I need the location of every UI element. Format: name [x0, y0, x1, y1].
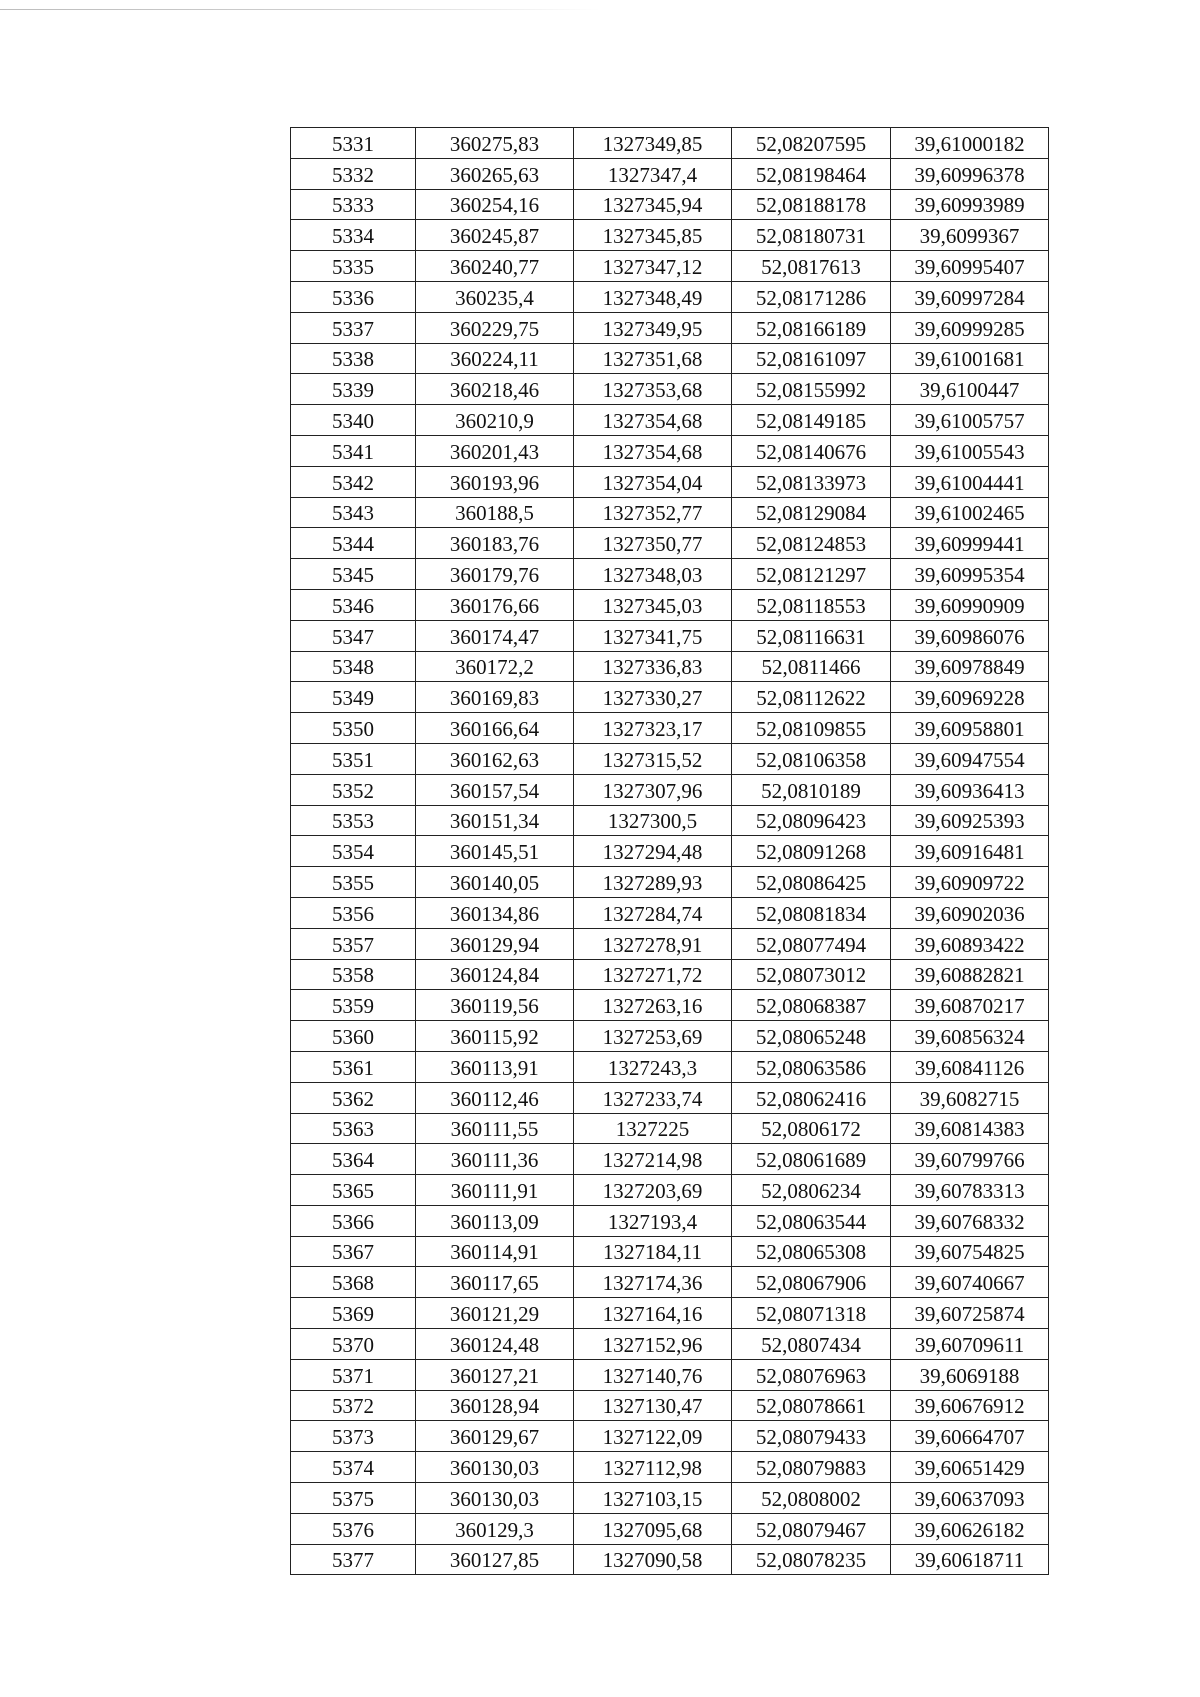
longitude-cell: 39,60856324 [891, 1021, 1049, 1052]
latitude-cell: 52,08071318 [732, 1298, 891, 1329]
x-coordinate-cell: 360235,4 [416, 281, 574, 312]
latitude-cell: 52,08140676 [732, 435, 891, 466]
point-number-cell: 5374 [291, 1452, 416, 1483]
y-coordinate-cell: 1327225 [574, 1113, 732, 1144]
y-coordinate-cell: 1327103,15 [574, 1483, 732, 1514]
point-number-cell: 5345 [291, 559, 416, 590]
x-coordinate-cell: 360140,05 [416, 867, 574, 898]
point-number-cell: 5336 [291, 281, 416, 312]
x-coordinate-cell: 360114,91 [416, 1236, 574, 1267]
longitude-cell: 39,61004441 [891, 466, 1049, 497]
point-number-cell: 5335 [291, 251, 416, 282]
latitude-cell: 52,08091268 [732, 836, 891, 867]
point-number-cell: 5332 [291, 158, 416, 189]
point-number-cell: 5344 [291, 528, 416, 559]
point-number-cell: 5361 [291, 1051, 416, 1082]
table-row [291, 405, 1049, 436]
x-coordinate-cell: 360124,84 [416, 959, 574, 990]
point-number-cell: 5351 [291, 743, 416, 774]
longitude-cell: 39,60995354 [891, 559, 1049, 590]
longitude-cell: 39,6099367 [891, 220, 1049, 251]
x-coordinate-cell: 360265,63 [416, 158, 574, 189]
point-number-cell: 5372 [291, 1390, 416, 1421]
y-coordinate-cell: 1327184,11 [574, 1236, 732, 1267]
longitude-cell: 39,60969228 [891, 682, 1049, 713]
point-number-cell: 5371 [291, 1359, 416, 1390]
longitude-cell: 39,60893422 [891, 928, 1049, 959]
table-row [291, 743, 1049, 774]
longitude-cell: 39,60958801 [891, 713, 1049, 744]
point-number-cell: 5353 [291, 805, 416, 836]
y-coordinate-cell: 1327289,93 [574, 867, 732, 898]
y-coordinate-cell: 1327352,77 [574, 497, 732, 528]
latitude-cell: 52,0817613 [732, 251, 891, 282]
point-number-cell: 5365 [291, 1175, 416, 1206]
latitude-cell: 52,08086425 [732, 867, 891, 898]
x-coordinate-cell: 360130,03 [416, 1483, 574, 1514]
table-row [291, 805, 1049, 836]
point-number-cell: 5349 [291, 682, 416, 713]
x-coordinate-cell: 360128,94 [416, 1390, 574, 1421]
point-number-cell: 5341 [291, 435, 416, 466]
point-number-cell: 5377 [291, 1544, 416, 1575]
x-coordinate-cell: 360183,76 [416, 528, 574, 559]
latitude-cell: 52,08109855 [732, 713, 891, 744]
table-row [291, 897, 1049, 928]
y-coordinate-cell: 1327354,68 [574, 435, 732, 466]
latitude-cell: 52,0806234 [732, 1175, 891, 1206]
table-row [291, 1267, 1049, 1298]
x-coordinate-cell: 360134,86 [416, 897, 574, 928]
table-row [291, 1144, 1049, 1175]
latitude-cell: 52,08076963 [732, 1359, 891, 1390]
x-coordinate-cell: 360157,54 [416, 774, 574, 805]
latitude-cell: 52,08081834 [732, 897, 891, 928]
y-coordinate-cell: 1327349,95 [574, 312, 732, 343]
scan-artifact-line [0, 9, 600, 10]
x-coordinate-cell: 360113,09 [416, 1205, 574, 1236]
table-row [291, 1544, 1049, 1575]
point-number-cell: 5359 [291, 990, 416, 1021]
latitude-cell: 52,08063586 [732, 1051, 891, 1082]
y-coordinate-cell: 1327354,68 [574, 405, 732, 436]
table-row [291, 435, 1049, 466]
latitude-cell: 52,08062416 [732, 1082, 891, 1113]
point-number-cell: 5357 [291, 928, 416, 959]
longitude-cell: 39,60978849 [891, 651, 1049, 682]
point-number-cell: 5356 [291, 897, 416, 928]
latitude-cell: 52,08198464 [732, 158, 891, 189]
table-row [291, 1051, 1049, 1082]
longitude-cell: 39,60783313 [891, 1175, 1049, 1206]
point-number-cell: 5375 [291, 1483, 416, 1514]
table-row [291, 1329, 1049, 1360]
x-coordinate-cell: 360172,2 [416, 651, 574, 682]
x-coordinate-cell: 360188,5 [416, 497, 574, 528]
y-coordinate-cell: 1327330,27 [574, 682, 732, 713]
y-coordinate-cell: 1327253,69 [574, 1021, 732, 1052]
y-coordinate-cell: 1327112,98 [574, 1452, 732, 1483]
latitude-cell: 52,08077494 [732, 928, 891, 959]
y-coordinate-cell: 1327203,69 [574, 1175, 732, 1206]
y-coordinate-cell: 1327354,04 [574, 466, 732, 497]
longitude-cell: 39,60799766 [891, 1144, 1049, 1175]
x-coordinate-cell: 360210,9 [416, 405, 574, 436]
table-row [291, 128, 1049, 159]
table-row [291, 312, 1049, 343]
latitude-cell: 52,08061689 [732, 1144, 891, 1175]
x-coordinate-cell: 360129,3 [416, 1513, 574, 1544]
latitude-cell: 52,08067906 [732, 1267, 891, 1298]
point-number-cell: 5360 [291, 1021, 416, 1052]
x-coordinate-cell: 360129,67 [416, 1421, 574, 1452]
latitude-cell: 52,0807434 [732, 1329, 891, 1360]
longitude-cell: 39,60990909 [891, 589, 1049, 620]
longitude-cell: 39,60925393 [891, 805, 1049, 836]
latitude-cell: 52,08068387 [732, 990, 891, 1021]
latitude-cell: 52,08065248 [732, 1021, 891, 1052]
latitude-cell: 52,08149185 [732, 405, 891, 436]
longitude-cell: 39,6069188 [891, 1359, 1049, 1390]
latitude-cell: 52,08079467 [732, 1513, 891, 1544]
latitude-cell: 52,0810189 [732, 774, 891, 805]
point-number-cell: 5342 [291, 466, 416, 497]
x-coordinate-cell: 360174,47 [416, 620, 574, 651]
point-number-cell: 5333 [291, 189, 416, 220]
y-coordinate-cell: 1327345,85 [574, 220, 732, 251]
x-coordinate-cell: 360115,92 [416, 1021, 574, 1052]
longitude-cell: 39,60947554 [891, 743, 1049, 774]
x-coordinate-cell: 360124,48 [416, 1329, 574, 1360]
longitude-cell: 39,60997284 [891, 281, 1049, 312]
x-coordinate-cell: 360119,56 [416, 990, 574, 1021]
table-row [291, 1205, 1049, 1236]
table-row [291, 251, 1049, 282]
point-number-cell: 5339 [291, 374, 416, 405]
table-row [291, 713, 1049, 744]
longitude-cell: 39,60709611 [891, 1329, 1049, 1360]
latitude-cell: 52,08188178 [732, 189, 891, 220]
y-coordinate-cell: 1327341,75 [574, 620, 732, 651]
table-row [291, 1298, 1049, 1329]
longitude-cell: 39,60664707 [891, 1421, 1049, 1452]
x-coordinate-cell: 360179,76 [416, 559, 574, 590]
y-coordinate-cell: 1327315,52 [574, 743, 732, 774]
table-row [291, 928, 1049, 959]
point-number-cell: 5362 [291, 1082, 416, 1113]
y-coordinate-cell: 1327233,74 [574, 1082, 732, 1113]
y-coordinate-cell: 1327278,91 [574, 928, 732, 959]
table-row [291, 682, 1049, 713]
latitude-cell: 52,08118553 [732, 589, 891, 620]
longitude-cell: 39,61001681 [891, 343, 1049, 374]
y-coordinate-cell: 1327347,12 [574, 251, 732, 282]
longitude-cell: 39,61002465 [891, 497, 1049, 528]
y-coordinate-cell: 1327090,58 [574, 1544, 732, 1575]
x-coordinate-cell: 360111,36 [416, 1144, 574, 1175]
table-row [291, 281, 1049, 312]
y-coordinate-cell: 1327095,68 [574, 1513, 732, 1544]
point-number-cell: 5358 [291, 959, 416, 990]
table-row [291, 220, 1049, 251]
y-coordinate-cell: 1327307,96 [574, 774, 732, 805]
table-row [291, 189, 1049, 220]
longitude-cell: 39,60626182 [891, 1513, 1049, 1544]
longitude-cell: 39,60936413 [891, 774, 1049, 805]
point-number-cell: 5337 [291, 312, 416, 343]
y-coordinate-cell: 1327300,5 [574, 805, 732, 836]
y-coordinate-cell: 1327122,09 [574, 1421, 732, 1452]
latitude-cell: 52,08180731 [732, 220, 891, 251]
latitude-cell: 52,08079433 [732, 1421, 891, 1452]
longitude-cell: 39,6100447 [891, 374, 1049, 405]
point-number-cell: 5373 [291, 1421, 416, 1452]
y-coordinate-cell: 1327263,16 [574, 990, 732, 1021]
x-coordinate-cell: 360240,77 [416, 251, 574, 282]
latitude-cell: 52,0811466 [732, 651, 891, 682]
x-coordinate-cell: 360218,46 [416, 374, 574, 405]
latitude-cell: 52,08065308 [732, 1236, 891, 1267]
longitude-cell: 39,60676912 [891, 1390, 1049, 1421]
longitude-cell: 39,60999441 [891, 528, 1049, 559]
longitude-cell: 39,60882821 [891, 959, 1049, 990]
longitude-cell: 39,60909722 [891, 867, 1049, 898]
table-row [291, 1483, 1049, 1514]
longitude-cell: 39,60986076 [891, 620, 1049, 651]
x-coordinate-cell: 360275,83 [416, 128, 574, 159]
latitude-cell: 52,08096423 [732, 805, 891, 836]
y-coordinate-cell: 1327323,17 [574, 713, 732, 744]
point-number-cell: 5331 [291, 128, 416, 159]
longitude-cell: 39,60651429 [891, 1452, 1049, 1483]
point-number-cell: 5366 [291, 1205, 416, 1236]
table-row [291, 1236, 1049, 1267]
x-coordinate-cell: 360112,46 [416, 1082, 574, 1113]
table-row [291, 1390, 1049, 1421]
longitude-cell: 39,60916481 [891, 836, 1049, 867]
point-number-cell: 5346 [291, 589, 416, 620]
x-coordinate-cell: 360201,43 [416, 435, 574, 466]
table-row [291, 374, 1049, 405]
point-number-cell: 5348 [291, 651, 416, 682]
point-number-cell: 5352 [291, 774, 416, 805]
table-row [291, 1175, 1049, 1206]
table-row [291, 836, 1049, 867]
point-number-cell: 5363 [291, 1113, 416, 1144]
y-coordinate-cell: 1327348,49 [574, 281, 732, 312]
x-coordinate-cell: 360111,91 [416, 1175, 574, 1206]
latitude-cell: 52,08124853 [732, 528, 891, 559]
longitude-cell: 39,61005757 [891, 405, 1049, 436]
latitude-cell: 52,08166189 [732, 312, 891, 343]
latitude-cell: 52,08078661 [732, 1390, 891, 1421]
latitude-cell: 52,08155992 [732, 374, 891, 405]
longitude-cell: 39,60637093 [891, 1483, 1049, 1514]
point-number-cell: 5350 [291, 713, 416, 744]
latitude-cell: 52,08116631 [732, 620, 891, 651]
y-coordinate-cell: 1327351,68 [574, 343, 732, 374]
x-coordinate-cell: 360129,94 [416, 928, 574, 959]
table-row [291, 1021, 1049, 1052]
x-coordinate-cell: 360121,29 [416, 1298, 574, 1329]
longitude-cell: 39,60740667 [891, 1267, 1049, 1298]
y-coordinate-cell: 1327243,3 [574, 1051, 732, 1082]
x-coordinate-cell: 360127,85 [416, 1544, 574, 1575]
x-coordinate-cell: 360166,64 [416, 713, 574, 744]
table-row [291, 1113, 1049, 1144]
x-coordinate-cell: 360162,63 [416, 743, 574, 774]
longitude-cell: 39,60768332 [891, 1205, 1049, 1236]
table-row [291, 1452, 1049, 1483]
y-coordinate-cell: 1327164,16 [574, 1298, 732, 1329]
x-coordinate-cell: 360176,66 [416, 589, 574, 620]
y-coordinate-cell: 1327348,03 [574, 559, 732, 590]
latitude-cell: 52,08207595 [732, 128, 891, 159]
x-coordinate-cell: 360224,11 [416, 343, 574, 374]
longitude-cell: 39,60995407 [891, 251, 1049, 282]
x-coordinate-cell: 360117,65 [416, 1267, 574, 1298]
x-coordinate-cell: 360130,03 [416, 1452, 574, 1483]
x-coordinate-cell: 360127,21 [416, 1359, 574, 1390]
y-coordinate-cell: 1327140,76 [574, 1359, 732, 1390]
table-row [291, 589, 1049, 620]
longitude-cell: 39,60814383 [891, 1113, 1049, 1144]
longitude-cell: 39,60841126 [891, 1051, 1049, 1082]
table-row [291, 1082, 1049, 1113]
latitude-cell: 52,08129084 [732, 497, 891, 528]
x-coordinate-cell: 360254,16 [416, 189, 574, 220]
table-row [291, 343, 1049, 374]
table-row [291, 1513, 1049, 1544]
longitude-cell: 39,60996378 [891, 158, 1049, 189]
x-coordinate-cell: 360169,83 [416, 682, 574, 713]
table-row [291, 620, 1049, 651]
x-coordinate-cell: 360151,34 [416, 805, 574, 836]
point-number-cell: 5355 [291, 867, 416, 898]
longitude-cell: 39,60993989 [891, 189, 1049, 220]
y-coordinate-cell: 1327347,4 [574, 158, 732, 189]
y-coordinate-cell: 1327353,68 [574, 374, 732, 405]
latitude-cell: 52,08063544 [732, 1205, 891, 1236]
point-number-cell: 5354 [291, 836, 416, 867]
longitude-cell: 39,60725874 [891, 1298, 1049, 1329]
y-coordinate-cell: 1327284,74 [574, 897, 732, 928]
table-row [291, 497, 1049, 528]
table-row [291, 867, 1049, 898]
longitude-cell: 39,60870217 [891, 990, 1049, 1021]
x-coordinate-cell: 360113,91 [416, 1051, 574, 1082]
y-coordinate-cell: 1327350,77 [574, 528, 732, 559]
y-coordinate-cell: 1327174,36 [574, 1267, 732, 1298]
point-number-cell: 5368 [291, 1267, 416, 1298]
table-row [291, 528, 1049, 559]
table-row [291, 1421, 1049, 1452]
table-row [291, 1359, 1049, 1390]
point-number-cell: 5347 [291, 620, 416, 651]
point-number-cell: 5376 [291, 1513, 416, 1544]
latitude-cell: 52,0806172 [732, 1113, 891, 1144]
point-number-cell: 5338 [291, 343, 416, 374]
coordinates-table [290, 127, 1049, 1575]
longitude-cell: 39,6082715 [891, 1082, 1049, 1113]
point-number-cell: 5340 [291, 405, 416, 436]
latitude-cell: 52,08078235 [732, 1544, 891, 1575]
table-row [291, 959, 1049, 990]
y-coordinate-cell: 1327152,96 [574, 1329, 732, 1360]
coordinates-table-body [291, 128, 1049, 1575]
latitude-cell: 52,08171286 [732, 281, 891, 312]
longitude-cell: 39,61000182 [891, 128, 1049, 159]
longitude-cell: 39,60999285 [891, 312, 1049, 343]
table-row [291, 466, 1049, 497]
y-coordinate-cell: 1327336,83 [574, 651, 732, 682]
table-row [291, 990, 1049, 1021]
latitude-cell: 52,08106358 [732, 743, 891, 774]
point-number-cell: 5343 [291, 497, 416, 528]
latitude-cell: 52,08133973 [732, 466, 891, 497]
y-coordinate-cell: 1327130,47 [574, 1390, 732, 1421]
table-row [291, 651, 1049, 682]
latitude-cell: 52,08112622 [732, 682, 891, 713]
table-row [291, 559, 1049, 590]
table-row [291, 158, 1049, 189]
y-coordinate-cell: 1327214,98 [574, 1144, 732, 1175]
latitude-cell: 52,08121297 [732, 559, 891, 590]
longitude-cell: 39,60754825 [891, 1236, 1049, 1267]
x-coordinate-cell: 360245,87 [416, 220, 574, 251]
point-number-cell: 5334 [291, 220, 416, 251]
latitude-cell: 52,08079883 [732, 1452, 891, 1483]
x-coordinate-cell: 360145,51 [416, 836, 574, 867]
table-row [291, 774, 1049, 805]
x-coordinate-cell: 360111,55 [416, 1113, 574, 1144]
y-coordinate-cell: 1327271,72 [574, 959, 732, 990]
y-coordinate-cell: 1327345,94 [574, 189, 732, 220]
y-coordinate-cell: 1327345,03 [574, 589, 732, 620]
latitude-cell: 52,0808002 [732, 1483, 891, 1514]
point-number-cell: 5370 [291, 1329, 416, 1360]
point-number-cell: 5367 [291, 1236, 416, 1267]
longitude-cell: 39,61005543 [891, 435, 1049, 466]
latitude-cell: 52,08161097 [732, 343, 891, 374]
y-coordinate-cell: 1327349,85 [574, 128, 732, 159]
longitude-cell: 39,60902036 [891, 897, 1049, 928]
y-coordinate-cell: 1327193,4 [574, 1205, 732, 1236]
point-number-cell: 5364 [291, 1144, 416, 1175]
point-number-cell: 5369 [291, 1298, 416, 1329]
y-coordinate-cell: 1327294,48 [574, 836, 732, 867]
x-coordinate-cell: 360229,75 [416, 312, 574, 343]
x-coordinate-cell: 360193,96 [416, 466, 574, 497]
longitude-cell: 39,60618711 [891, 1544, 1049, 1575]
latitude-cell: 52,08073012 [732, 959, 891, 990]
